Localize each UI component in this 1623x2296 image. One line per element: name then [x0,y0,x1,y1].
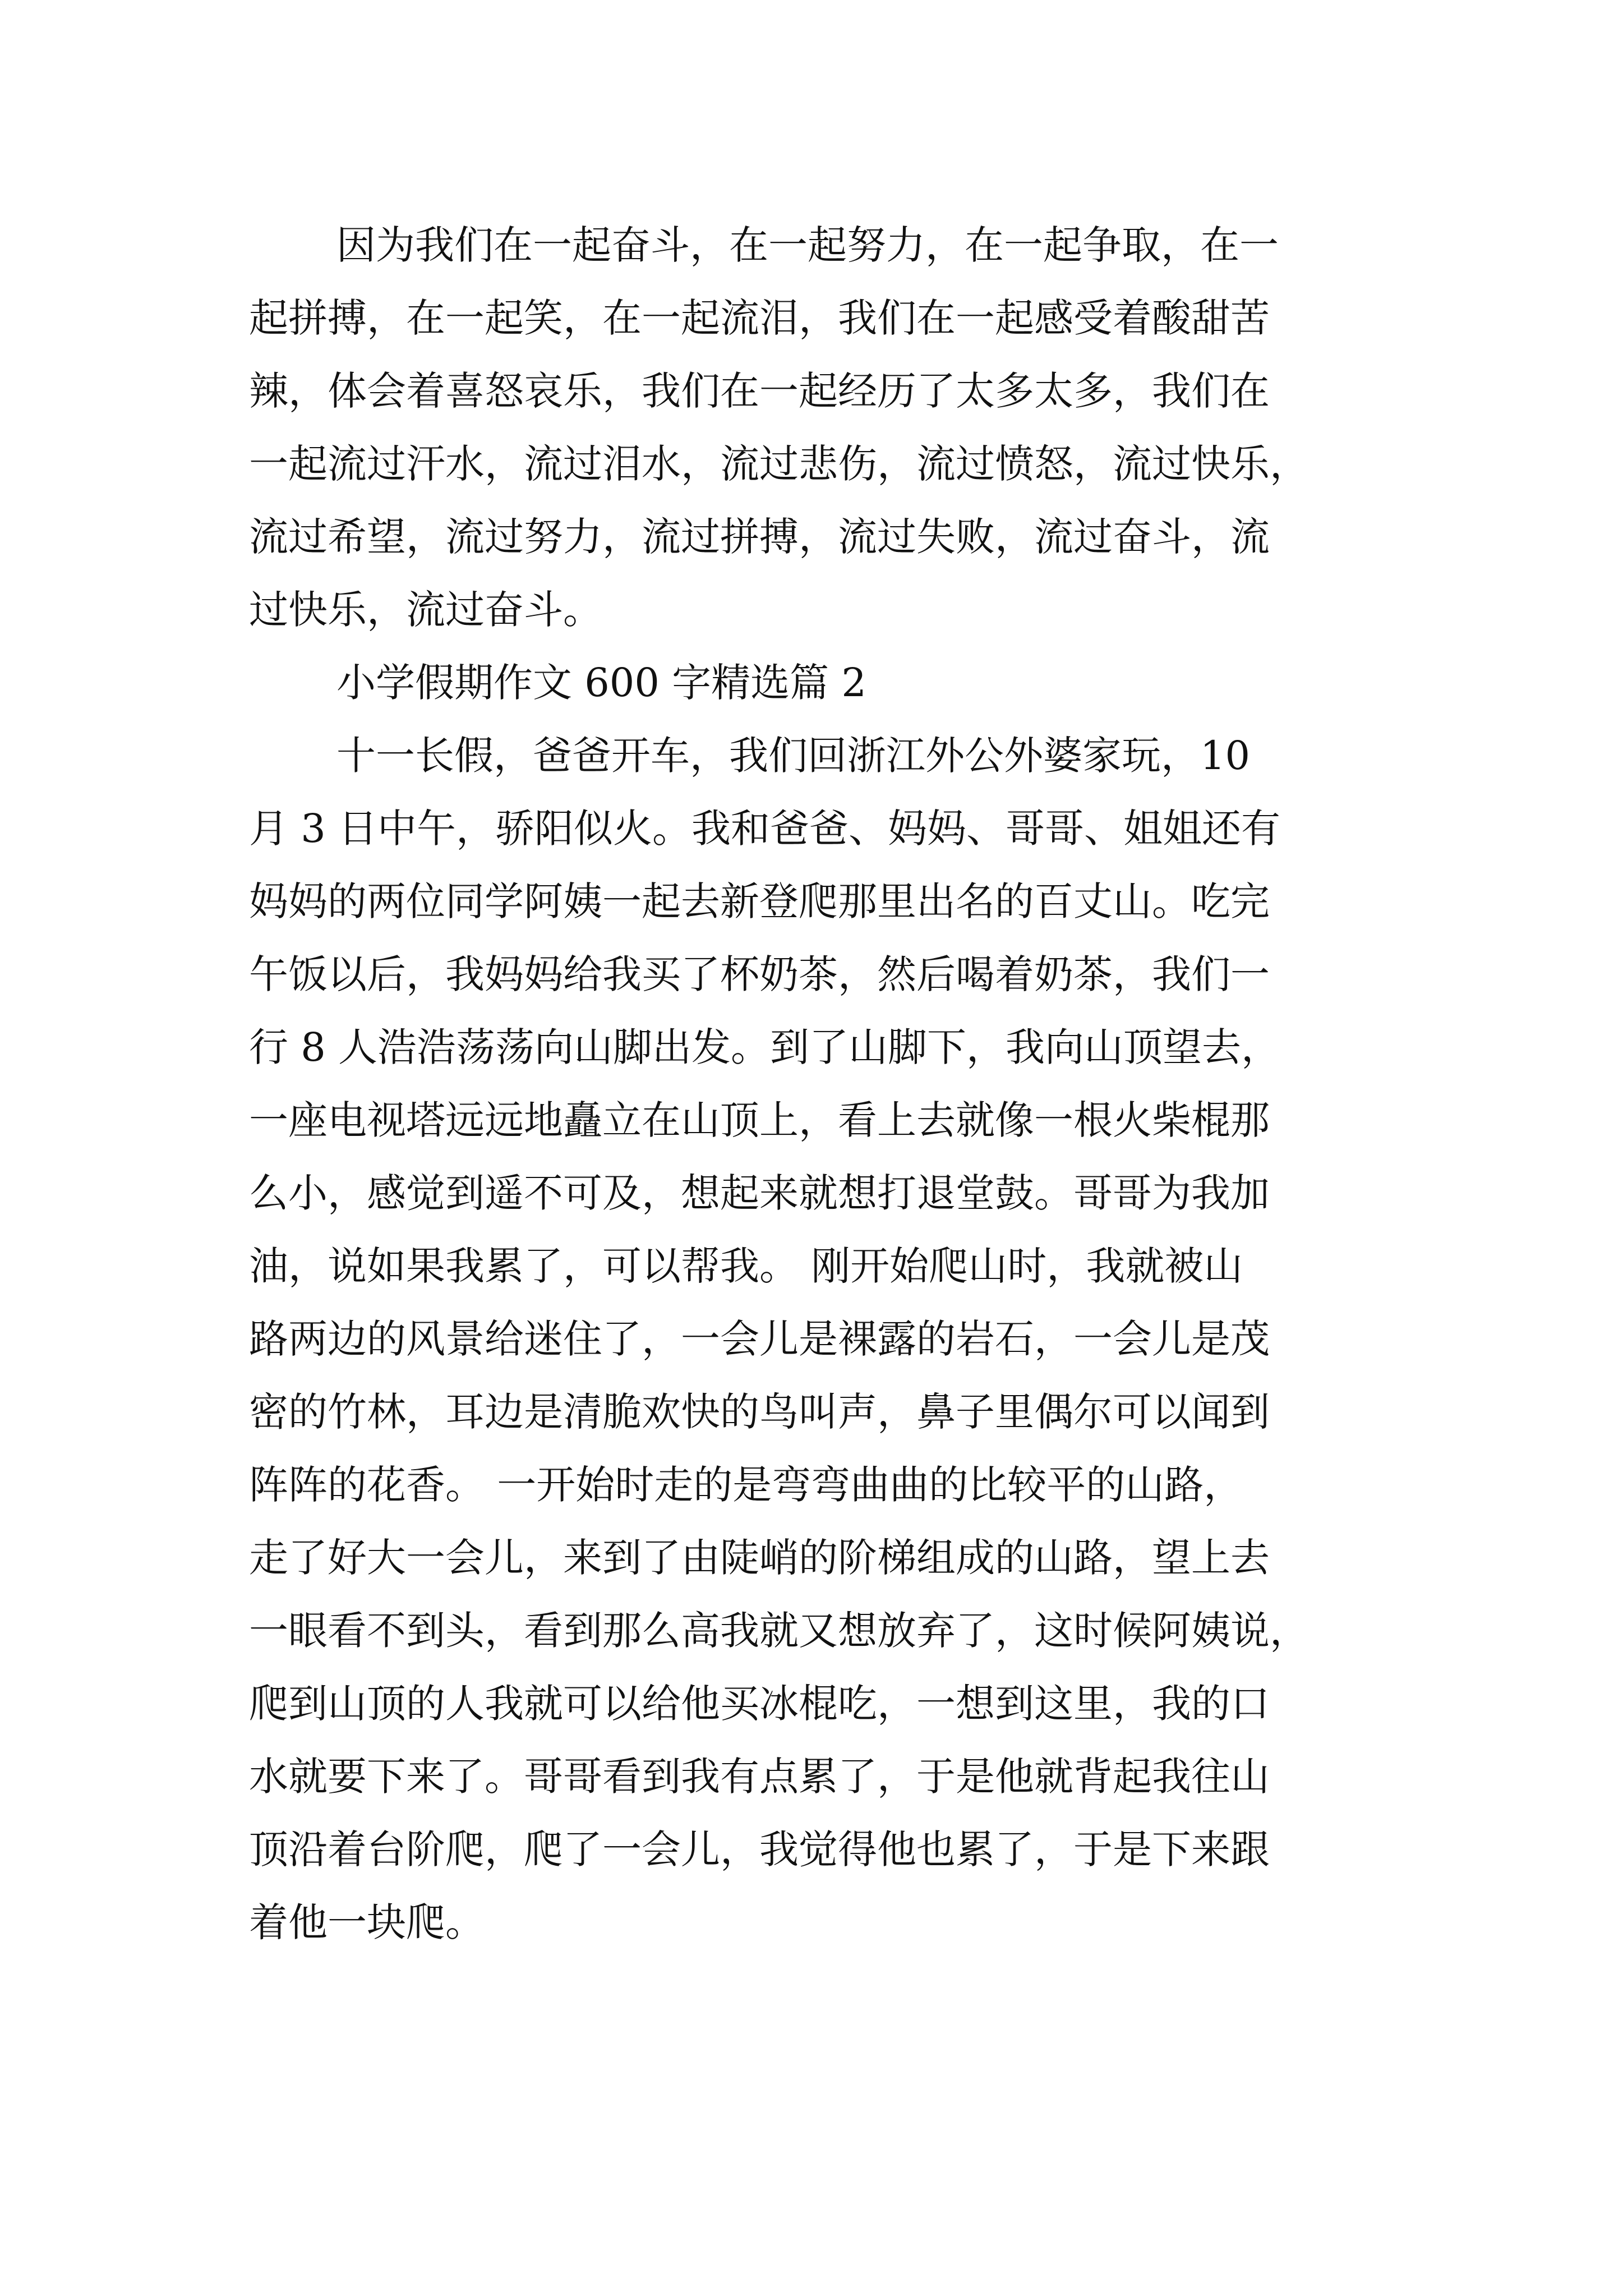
paragraph-2-line-4: 午饭以后，我妈妈给我买了杯奶茶，然后喝着奶茶，我们一 [249,951,1270,997]
paragraph-2-line-7: 么小，感觉到遥不可及，想起来就想打退堂鼓。哥哥为我加 [249,1170,1270,1216]
paragraph-2-line-9: 路两边的风景给迷住了，一会儿是裸露的岩石，一会儿是茂 [249,1316,1270,1362]
paragraph-2-line-6: 一座电视塔远远地矗立在山顶上，看上去就像一根火柴棍那 [249,1097,1270,1143]
paragraph-2-line-17: 着他一块爬。 [249,1899,485,1945]
paragraph-1-line-4: 一起流过汗水，流过泪水，流过悲伤，流过愤怒，流过快乐， [249,441,1309,487]
paragraph-1-line-6: 过快乐，流过奋斗。 [249,587,602,633]
section-heading: 小学假期作文 600 字精选篇 2 [336,660,866,706]
paragraph-1-line-1: 因为我们在一起奋斗，在一起努力，在一起争取，在一 [336,222,1279,268]
paragraph-2-line-1: 十一长假，爸爸开车，我们回浙江外公外婆家玩，10 [336,733,1251,779]
paragraph-2-line-16: 顶沿着台阶爬，爬了一会儿，我觉得他也累了，于是下来跟 [249,1826,1270,1872]
paragraph-2-line-5: 行 8 人浩浩荡荡向山脚出发。到了山脚下，我向山顶望去， [249,1024,1281,1070]
paragraph-1-line-3: 辣，体会着喜怒哀乐，我们在一起经历了太多太多，我们在 [249,368,1270,414]
paragraph-1-line-5: 流过希望，流过努力，流过拼搏，流过失败，流过奋斗，流 [249,514,1270,560]
paragraph-2-line-14: 爬到山顶的人我就可以给他买冰棍吃，一想到这里，我的口 [249,1681,1270,1727]
paragraph-2-line-3: 妈妈的两位同学阿姨一起去新登爬那里出名的百丈山。吃完 [249,878,1270,924]
paragraph-2-line-10: 密的竹林，耳边是清脆欢快的鸟叫声，鼻子里偶尔可以闻到 [249,1389,1270,1435]
paragraph-2-line-11: 阵阵的花香。 一开始时走的是弯弯曲曲的比较平的山路， [249,1462,1243,1508]
paragraph-2-line-8: 油，说如果我累了，可以帮我。 刚开始爬山时，我就被山 [249,1243,1243,1289]
paragraph-1-line-2: 起拼搏，在一起笑，在一起流泪，我们在一起感受着酸甜苦 [249,295,1270,341]
paragraph-2-line-12: 走了好大一会儿，来到了由陡峭的阶梯组成的山路，望上去 [249,1535,1270,1581]
paragraph-2-line-2: 月 3 日中午，骄阳似火。我和爸爸、妈妈、哥哥、姐姐还有 [249,806,1281,852]
paragraph-2-line-15: 水就要下来了。哥哥看到我有点累了，于是他就背起我往山 [249,1754,1270,1800]
paragraph-2-line-13: 一眼看不到头，看到那么高我就又想放弃了，这时候阿姨说， [249,1608,1309,1654]
